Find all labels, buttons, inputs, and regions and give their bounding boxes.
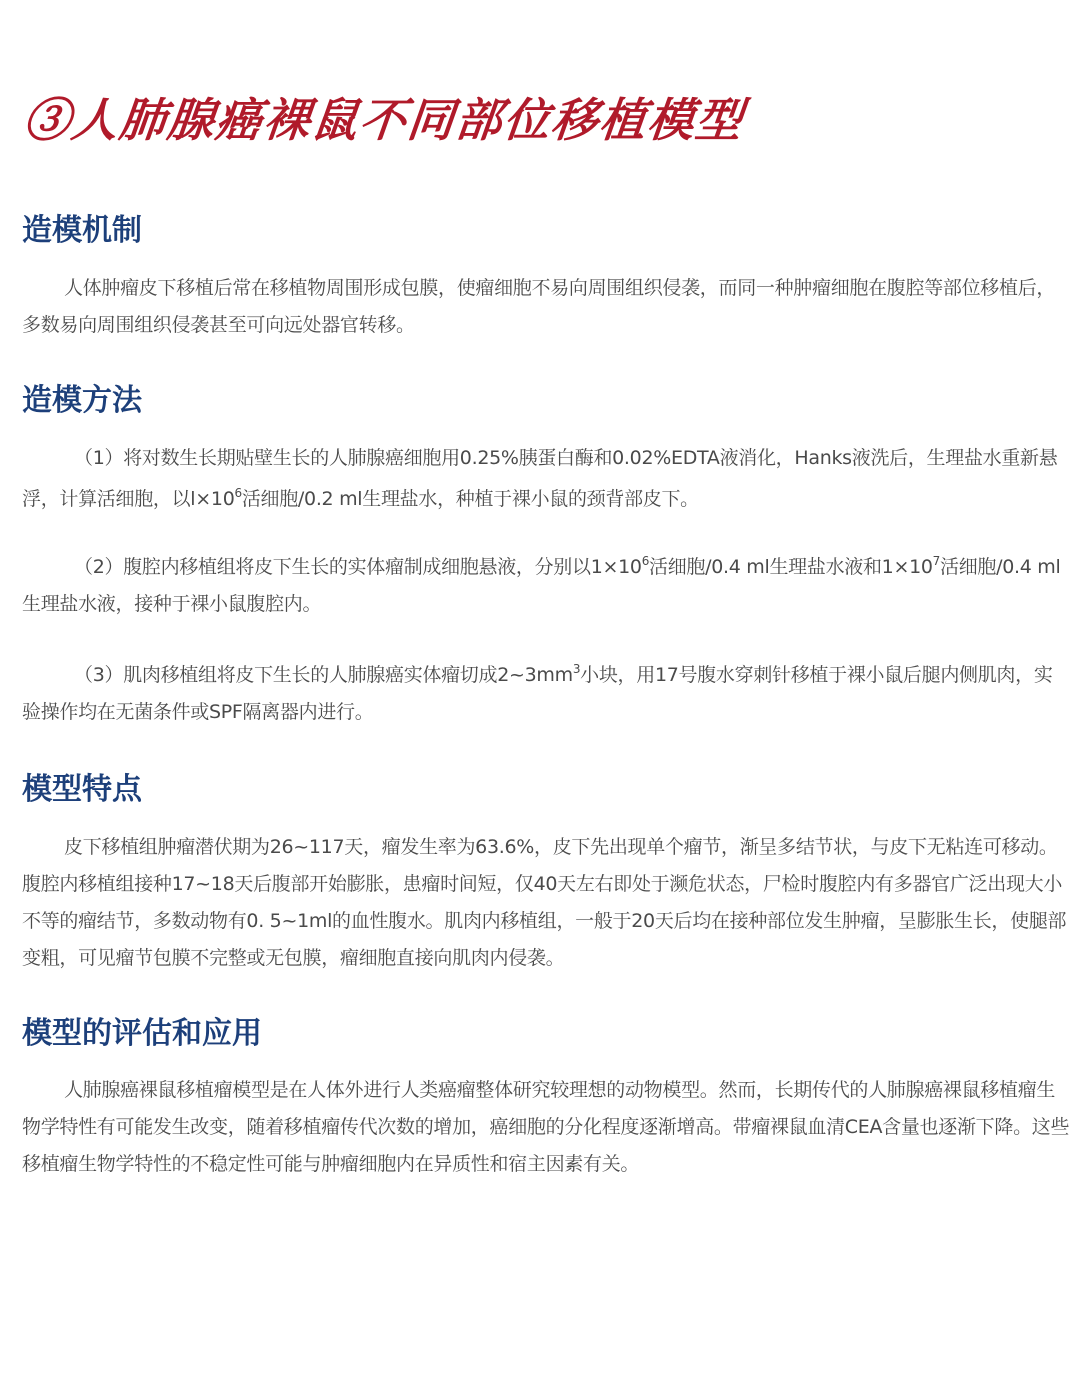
section-heading-features: 模型特点 <box>22 772 142 807</box>
features-paragraph: 皮下移植组肿瘤潜伏期为26~117天，瘤发生率为63.6%，皮下先出现单个瘤节，渐呈多结节状，与皮下无粘连可移动。腹腔内移植组接种17~18天后腹部开始膨胀，患瘤时间短，仅40天左右即处于濒危状态，尸检时腹腔内有多器官广泛出现大小不等的瘤结节，多数动物有0. 5~1ml的血性腹水。肌肉内移植组，一般于20天后均在接种部位发生肿瘤，呈膨胀生长，使腿部变粗，可见瘤节包膜不完整或无包膜，瘤细胞直接向肌肉内侵袭。 <box>22 836 1067 969</box>
method-step-1-text-a: （1）将对数生长期贴壁生长的人肺腺癌细胞用0.25%胰蛋白酶和0.02%EDTA液消化，Hanks液洗后，生理盐水重新悬浮，计算活细胞，以l×10 <box>22 447 1058 510</box>
page-title: ③人肺腺癌裸鼠不同部位移植模型 <box>20 93 747 147</box>
method-step-3 <box>22 657 1070 731</box>
method-step-2-text-a: （2）腹腔内移植组将皮下生长的实体瘤制成细胞悬液，分别以1×10 <box>74 556 642 578</box>
method-step-2-text-c: 活细胞/0.4 ml生理盐水液，接种于裸小鼠腹腔内。 <box>22 556 1061 615</box>
method-step-2-exponent-2: 7 <box>932 554 941 568</box>
method-step-3-exponent: 3 <box>572 662 581 676</box>
section-heading-evaluation: 模型的评估和应用 <box>22 1016 262 1051</box>
mechanism-paragraph: 人体肿瘤皮下移植后常在移植物周围形成包膜，使瘤细胞不易向周围组织侵袭，而同一种肿瘤细胞在腹腔等部位移植后，多数易向周围组织侵袭甚至可向远处器官转移。 <box>22 277 1056 336</box>
method-step-1-text-b: 活细胞/0.2 ml生理盐水，种植于裸小鼠的颈背部皮下。 <box>241 488 699 510</box>
method-step-3-text-b: 小块，用17号腹水穿刺针移植于裸小鼠后腿内侧肌肉，实验操作均在无菌条件或SPF隔离器内进行。 <box>22 664 1053 723</box>
method-step-2-exponent-1: 6 <box>641 554 650 568</box>
method-step-3-text-a: （3）肌肉移植组将皮下生长的人肺腺癌实体瘤切成2~3mm <box>74 664 573 686</box>
method-step-2 <box>22 549 1070 623</box>
method-step-1 <box>22 438 1070 520</box>
section-heading-mechanism: 造模机制 <box>22 213 142 248</box>
section-heading-method: 造模方法 <box>22 383 142 418</box>
method-step-1-exponent: 6 <box>234 486 242 500</box>
evaluation-paragraph: 人肺腺癌裸鼠移植瘤模型是在人体外进行人类癌瘤整体研究较理想的动物模型。然而，长期传代的人肺腺癌裸鼠移植瘤生物学特性有可能发生改变，随着移植瘤传代次数的增加，癌细胞的分化程度逐渐增高。带瘤裸鼠血清CEA含量也逐渐下降。这些移植瘤生物学特性的不稳定性可能与肿瘤细胞内在异质性和宿主因素有关。 <box>22 1079 1070 1175</box>
method-step-2-text-b: 活细胞/0.4 ml生理盐水液和1×10 <box>649 556 933 578</box>
